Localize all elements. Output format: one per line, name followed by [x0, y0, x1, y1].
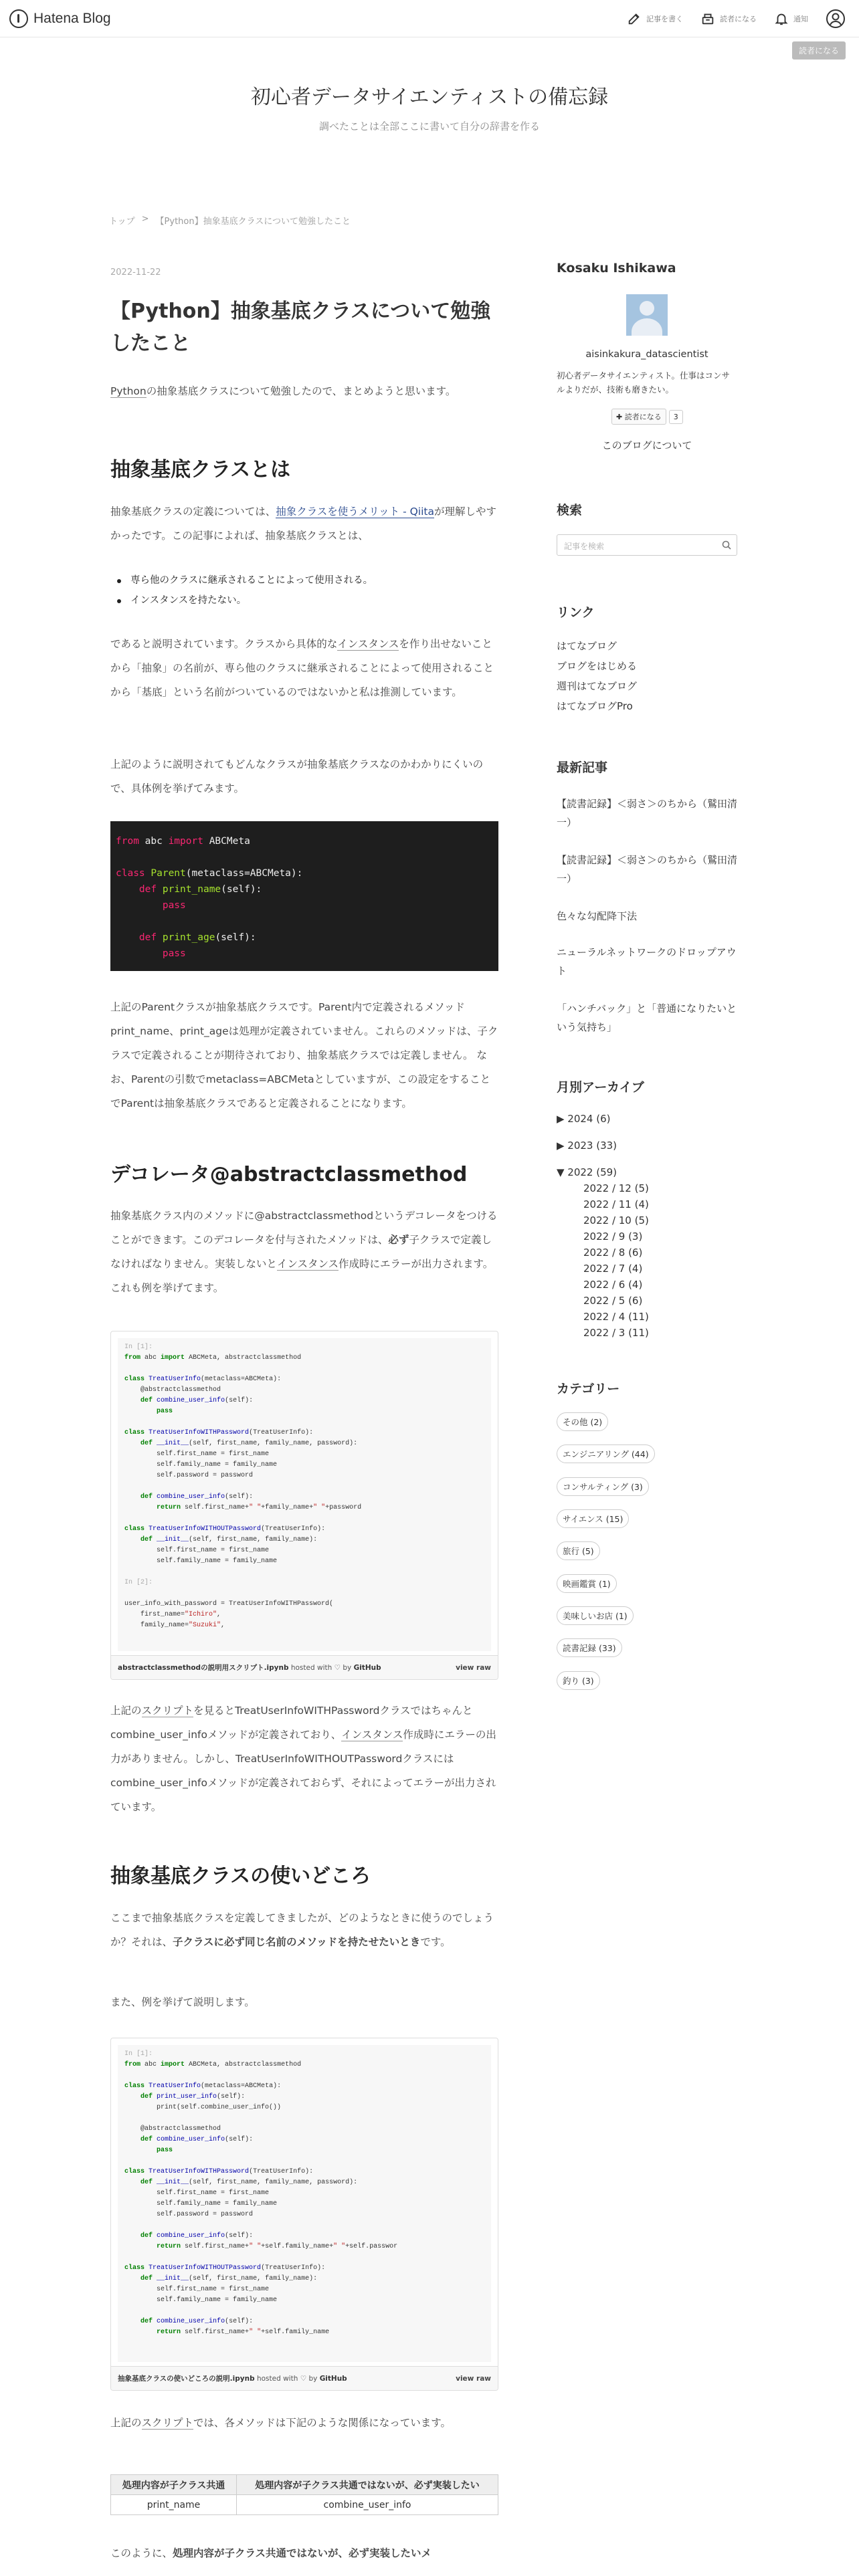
- blog-description: 調べたことは全部ここに書いて自分の辞書を作る: [318, 120, 540, 132]
- avatar[interactable]: [626, 294, 668, 336]
- table-header-row: [111, 2475, 498, 2495]
- gist-hosted-text: hosted with ♡ by: [288, 1664, 354, 1672]
- code-line: def combine_user_info(self):: [140, 2232, 254, 2240]
- script-keyword-link[interactable]: スクリプト: [141, 1705, 194, 1717]
- header-actions: [627, 9, 846, 29]
- reader-label: 読者になる: [720, 15, 757, 23]
- code-line: [124, 2070, 484, 2081]
- code-line: [124, 1417, 484, 1428]
- global-header: [0, 0, 859, 37]
- category-tag[interactable]: サイエンス (15): [557, 1509, 629, 1528]
- notification-button[interactable]: [774, 11, 808, 26]
- breadcrumb-current: 【Python】抽象基底クラスについて勉強したこと: [155, 217, 351, 227]
- conclusion-text: このように、: [110, 2547, 173, 2559]
- instance-keyword-link[interactable]: インスタンス: [276, 1258, 339, 1270]
- blog-header: [0, 80, 859, 133]
- heading-abc-definition: 抽象基底クラスとは: [110, 458, 291, 481]
- code-line: [124, 1364, 484, 1374]
- code-line: self.password = password: [124, 2211, 254, 2218]
- article: [110, 267, 498, 2559]
- gist-file-link[interactable]: 抽象基底クラスの使いどころの説明.ipynb: [118, 2375, 255, 2383]
- archive-month[interactable]: 2022 / 10 (5): [583, 1214, 649, 1226]
- code-line: [124, 1481, 484, 1492]
- code-line: [116, 849, 493, 865]
- intro-paragraph: [110, 379, 498, 403]
- profile-username[interactable]: aisinkakura_datascientist: [585, 349, 708, 360]
- article-date[interactable]: 2022-11-22: [110, 267, 161, 278]
- hatena-blog-logo[interactable]: [9, 9, 111, 28]
- code-line: from abc import ABCMeta, abstractclassmethod: [124, 2061, 302, 2068]
- reader-icon: [700, 11, 715, 26]
- view-raw-link[interactable]: view raw: [456, 2374, 491, 2383]
- code-line: from abc import ABCMeta, abstractclassmethod: [124, 1354, 302, 1362]
- archive-month[interactable]: 2022 / 12 (5): [583, 1182, 649, 1194]
- usecase-text-b: です。: [420, 1936, 451, 1948]
- relation-text-a: 上記の: [110, 2417, 142, 2429]
- gist-hosted-text: hosted with ♡ by: [254, 2375, 320, 2383]
- code-line: return self.first_name+" "+self.family_name+" "+self.passwor: [157, 2243, 398, 2250]
- code-line: In [2]:: [124, 1579, 153, 1586]
- usecase-paragraph: [110, 1906, 498, 1954]
- profile-bio: 初心者データサイエンティスト。仕事はコンサルよりだが、技術も磨きたい。: [557, 370, 731, 395]
- example-intro-paragraph: 上記のように説明されてもどんなクラスが抽象基底クラスなのかわかりにくいので、具体例を挙げてみます。: [110, 758, 484, 794]
- links-title: リンク: [557, 605, 595, 620]
- code-line: self.family_name = family_name: [124, 1461, 278, 1469]
- recent-article-link[interactable]: 【読書記録】＜弱さ＞のちから（鷲田清一）: [557, 854, 738, 885]
- conclusion-bold: 処理内容が子クラス共通ではないが、必ず実装したいメ: [173, 2547, 432, 2559]
- gist-caption: [118, 1662, 381, 1673]
- follow-label: 読者になる: [624, 413, 662, 421]
- conclusion-paragraph: [110, 2541, 498, 2565]
- code-line: family_name="Suzuki",: [124, 1622, 225, 1629]
- code-line: [124, 1513, 484, 1524]
- gist-code[interactable]: [118, 2045, 491, 2362]
- archive-month[interactable]: 2022 / 5 (6): [583, 1295, 643, 1307]
- code-line: @abstractclassmethod: [124, 1386, 221, 1394]
- code-line: print(self.combine_user_info()): [124, 2104, 282, 2111]
- plus-icon: ✚: [616, 413, 625, 421]
- breadcrumb: [109, 214, 351, 227]
- parent-class-paragraph: 上記のParentクラスが抽象基底クラスです。Parent内で定義されるメソッドprint_name、print_ageは処理が定義されていません。これらのメソッドは、子クラスで定義されることが期待されており、抽象基底クラスでは定義しません。 なお、Parentの引数でmetaclass=ABCMetaとしていますが、この設定をすることでParentは抽象基底クラスであると定義されることになります。: [110, 1001, 498, 1109]
- archive-year-2024[interactable]: ▶ 2024 (6): [557, 1113, 611, 1125]
- code-line: [124, 2220, 484, 2231]
- archive-title: 月別アーカイブ: [557, 1080, 644, 1095]
- gist-file-link[interactable]: abstractclassmethodの説明用スクリプト.ipynb: [118, 1664, 289, 1672]
- example-paragraph: また、例を挙げて説明します。: [110, 1996, 255, 2008]
- code-line: self.first_name = first_name: [124, 2189, 270, 2197]
- archive-year-2023[interactable]: ▶ 2023 (33): [557, 1140, 617, 1152]
- gist-caption: [118, 2373, 347, 2383]
- code-line: pass: [162, 948, 186, 959]
- code-line: self.family_name = family_name: [124, 2200, 278, 2208]
- notification-label: 通知: [793, 15, 808, 23]
- python-keyword-link[interactable]: Python: [110, 385, 147, 397]
- code-line: class TreatUserInfoWITHPassword(TreatUserInfo):: [124, 2168, 314, 2175]
- code-line: self.password = password: [124, 1472, 254, 1479]
- code-line: def __init__(self, first_name, family_name, password):: [140, 2179, 358, 2186]
- code-line: def combine_user_info(self):: [140, 1493, 254, 1501]
- code-line: class TreatUserInfo(metaclass=ABCMeta):: [124, 2082, 282, 2090]
- relation-paragraph: [110, 2411, 498, 2435]
- code-block: [110, 821, 498, 971]
- code-line: pass: [162, 900, 186, 911]
- explanation-paragraph: [110, 632, 498, 704]
- category-tag[interactable]: 旅行 (5): [557, 1541, 600, 1560]
- archive-month[interactable]: 2022 / 6 (4): [583, 1279, 643, 1291]
- blog-title[interactable]: 初心者データサイエンティストの備忘録: [250, 86, 609, 109]
- archive-month[interactable]: 2022 / 11 (4): [583, 1198, 649, 1210]
- code-line: [124, 2306, 484, 2317]
- script-text-c: 作成時にエラーの出力がありません。しかし、TreatUserInfoWITHOUTPasswordクラスにはcombine_user_infoメソッドが定義されておらず、それによってエラーが出力されています。: [110, 1729, 496, 1813]
- definition-text-a: 抽象基底クラスの定義については、: [110, 506, 276, 518]
- code-line: [124, 2156, 484, 2167]
- explanation-text-b: を作り出せないことから「抽象」の名前が、専ら他のクラスに継承されることによって使用されることから「基底」という名前がついているのではないかと私は推測しています。: [110, 638, 494, 698]
- code-line: def combine_user_info(self):: [140, 1397, 254, 1404]
- decorator-text-c: 作成時にエラーが出力されます。 これも例を挙げてます。: [110, 1258, 494, 1294]
- code-line: class Parent(metaclass=ABCMeta):: [116, 868, 303, 879]
- search-placeholder: 記事を検索: [564, 542, 605, 551]
- qiita-link[interactable]: 抽象クラスを使うメリット - Qiita: [276, 506, 434, 518]
- usecase-bold: 子クラスに必ず同じ名前のメソッドを持たせたいとき: [173, 1936, 421, 1948]
- code-line: from abc import ABCMeta: [116, 836, 250, 847]
- table-header: 処理内容が子クラス共通ではないが、必ず実装したい: [237, 2475, 498, 2495]
- recent-article-link[interactable]: 色々な勾配降下法: [557, 910, 638, 922]
- category-tag[interactable]: 映画鑑賞 (1): [557, 1574, 617, 1593]
- gist-embed-usecase: [110, 2038, 498, 2391]
- user-menu-button[interactable]: [826, 9, 846, 29]
- code-line: def __init__(self, first_name, family_name):: [140, 1536, 318, 1543]
- category-tag[interactable]: 読書記録 (33): [557, 1638, 622, 1657]
- recent-article-link[interactable]: ニューラルネットワークのドロップアウト: [557, 946, 737, 977]
- code-line: def combine_user_info(self):: [140, 2136, 254, 2143]
- write-article-label: 記事を書く: [646, 15, 683, 23]
- list-item: インスタンスを持たない。: [125, 591, 373, 611]
- code-line: [124, 1588, 484, 1599]
- table-header: 処理内容が子クラス共通: [111, 2475, 237, 2495]
- decorator-paragraph: [110, 1204, 498, 1300]
- definition-text-b: が理解しやすかったです。この記事によれば、抽象基底クラスとは、: [110, 506, 497, 542]
- search-icon[interactable]: [722, 540, 731, 550]
- code-line: class TreatUserInfoWITHOUTPassword(TreatUserInfo):: [124, 2264, 326, 2272]
- search-input[interactable]: [557, 534, 737, 556]
- code-line: class TreatUserInfoWITHPassword(TreatUserInfo):: [124, 1429, 314, 1436]
- code-line: return self.first_name+" "+self.family_name: [157, 2329, 330, 2336]
- edit-icon: [627, 11, 642, 26]
- decorator-text-b: 子クラスで定義しなければなりません。実装しないと: [110, 1234, 492, 1270]
- code-line: def print_name(self):: [138, 884, 262, 895]
- archive-year-2022[interactable]: ▼ 2022 (59): [557, 1166, 617, 1178]
- gist-footer: [111, 2366, 498, 2390]
- archive-month[interactable]: 2022 / 8 (6): [583, 1247, 643, 1259]
- script-explanation-paragraph: [110, 1699, 498, 1819]
- category-tag[interactable]: 美味しいお店 (1): [557, 1606, 634, 1625]
- github-link[interactable]: GitHub: [319, 2375, 347, 2383]
- table-cell: combine_user_info: [237, 2495, 498, 2515]
- sidebar-link[interactable]: はてなブログPro: [557, 700, 633, 712]
- archive-month[interactable]: 2022 / 9 (3): [583, 1230, 643, 1243]
- breadcrumb-top-link[interactable]: トップ: [109, 217, 135, 227]
- script-text-b: を見るとTreatUserInfoWITHPasswordクラスではちゃんとcombine_user_infoメソッドが定義されており、: [110, 1705, 473, 1741]
- category-tag[interactable]: 釣り (3): [557, 1671, 600, 1690]
- code-line: def print_age(self):: [138, 932, 256, 943]
- usecase-text-a: ここまで抽象基底クラスを定義してきましたが、どのようなときに使うのでしょうか？それは、: [110, 1912, 494, 1948]
- relation-text-b: では、各メソッドは下記のような関係になっています。: [193, 2417, 452, 2429]
- decorator-bold: 必ず: [388, 1234, 409, 1246]
- archive-month[interactable]: 2022 / 3 (11): [583, 1327, 649, 1339]
- code-line: user_info_with_password = TreatUserInfoWITHPassword(: [124, 1600, 334, 1608]
- code-line: pass: [157, 1408, 173, 1415]
- table-cell: print_name: [111, 2495, 237, 2515]
- about-blog-link[interactable]: このブログについて: [601, 439, 692, 451]
- decorator-text-a: 抽象基底クラス内のメソッドに@abstractclassmethodというデコレータをつけることができます。このデコレータを付与されたメソッドは、: [110, 1210, 498, 1246]
- code-line: [124, 1567, 484, 1578]
- table-row: [111, 2495, 498, 2515]
- code-line: self.first_name = first_name: [124, 1547, 270, 1554]
- list-item: 専ら他のクラスに継承されることによって使用される。: [125, 570, 373, 591]
- instance-keyword-link[interactable]: インスタンス: [337, 638, 399, 650]
- code-line: self.first_name = first_name: [124, 2286, 270, 2293]
- explanation-text-a: であると説明されています。クラスから具体的な: [110, 638, 338, 650]
- code-line: @abstractclassmethod: [124, 2125, 221, 2133]
- category-tag[interactable]: コンサルティング (3): [557, 1477, 649, 1496]
- reader-button[interactable]: [700, 11, 757, 26]
- recent-title: 最新記事: [557, 760, 608, 775]
- code-line: class TreatUserInfoWITHOUTPassword(TreatUserInfo):: [124, 1525, 326, 1533]
- article-title[interactable]: 【Python】抽象基底クラスについて勉強したこと: [110, 300, 491, 355]
- follow-widget: [611, 409, 683, 425]
- code-line: pass: [157, 2147, 173, 2154]
- method-relation-table: [110, 2474, 498, 2515]
- category-title: カテゴリー: [557, 1382, 620, 1396]
- code-line: self.family_name = family_name: [124, 2296, 278, 2304]
- recent-article-link[interactable]: 「ハンチバック」と「普通になりたいという気持ち」: [557, 1002, 737, 1033]
- heading-usecase: 抽象基底クラスの使いどころ: [110, 1864, 371, 1888]
- code-line: def __init__(self, first_name, family_name):: [140, 2275, 318, 2282]
- category-tag[interactable]: その他 (2): [557, 1412, 608, 1431]
- sidebar-link[interactable]: ブログをはじめる: [557, 660, 638, 672]
- follow-button[interactable]: [611, 409, 666, 425]
- code-line: In [1]:: [124, 2050, 153, 2058]
- gist-code[interactable]: [118, 1338, 491, 1651]
- code-line: return self.first_name+" "+family_name+" "+password: [157, 1504, 362, 1511]
- code-line: [124, 2113, 484, 2124]
- user-icon: [826, 9, 846, 29]
- archive-month[interactable]: 2022 / 4 (11): [583, 1311, 649, 1323]
- github-link[interactable]: GitHub: [353, 1664, 381, 1672]
- code-line: self.family_name = family_name: [124, 1558, 278, 1565]
- view-raw-link[interactable]: view raw: [456, 1663, 491, 1672]
- gist-embed-abstractclassmethod: [110, 1331, 498, 1680]
- follower-count[interactable]: 3: [669, 410, 683, 424]
- search-title: 検索: [557, 503, 583, 518]
- recent-article-link[interactable]: 【読書記録】＜弱さ＞のちから（鷲田清一）: [557, 798, 738, 829]
- code-line: first_name="Ichiro",: [124, 1611, 221, 1618]
- code-line: self.first_name = first_name: [124, 1451, 270, 1458]
- definition-list: [125, 570, 373, 611]
- script-text-a: 上記の: [110, 1705, 142, 1717]
- hatena-logo-icon: [9, 9, 28, 28]
- gist-footer: [111, 1655, 498, 1679]
- intro-text: の抽象基底クラスについて勉強したので、まとめようと思います。: [146, 385, 456, 397]
- code-line: def __init__(self, first_name, family_name, password):: [140, 1440, 358, 1447]
- breadcrumb-separator: >: [141, 214, 149, 224]
- subscribe-button[interactable]: 読者になる: [792, 41, 846, 60]
- definition-paragraph: [110, 500, 498, 548]
- code-line: def print_user_info(self):: [140, 2093, 246, 2101]
- write-article-button[interactable]: [627, 11, 683, 26]
- code-line: def combine_user_info(self):: [140, 2318, 254, 2325]
- code-line: [116, 914, 493, 930]
- profile-title: Kosaku Ishikawa: [557, 261, 676, 276]
- heading-decorator: デコレータ@abstractclassmethod: [110, 1163, 468, 1186]
- sidebar-link[interactable]: はてなブログ: [557, 640, 617, 652]
- bell-icon: [774, 11, 789, 26]
- logo-text: Hatena Blog: [33, 11, 111, 26]
- code-line: class TreatUserInfo(metaclass=ABCMeta):: [124, 1376, 282, 1383]
- archive-month[interactable]: 2022 / 7 (4): [583, 1263, 643, 1275]
- code-line: [124, 2252, 484, 2263]
- sidebar-link[interactable]: 週刊はてなブログ: [557, 680, 638, 692]
- category-tag[interactable]: エンジニアリング (44): [557, 1444, 655, 1463]
- code-line: In [1]:: [124, 1344, 153, 1351]
- instance-keyword-link[interactable]: インスタンス: [341, 1729, 403, 1741]
- script-keyword-link[interactable]: スクリプト: [141, 2417, 194, 2429]
